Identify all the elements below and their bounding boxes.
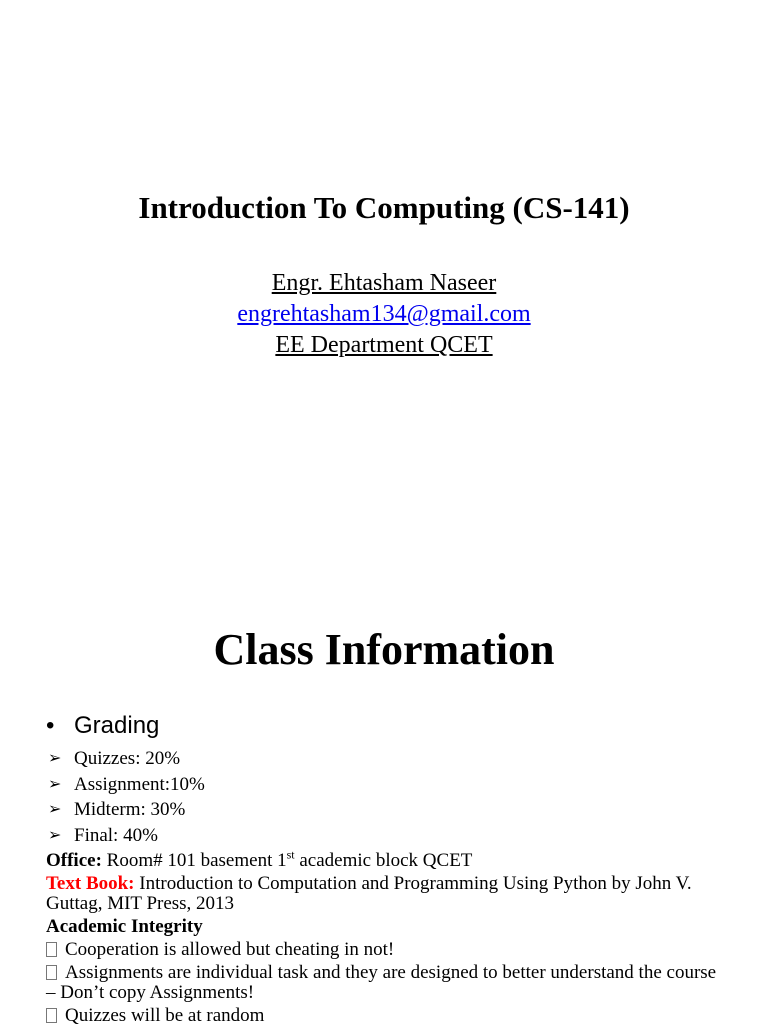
checkbox-glyph-icon bbox=[46, 942, 57, 957]
office-line bbox=[46, 847, 726, 871]
author-name: Engr. Ehtasham Naseer bbox=[271, 270, 497, 296]
arrow-bullet-icon: ➢ bbox=[48, 750, 62, 767]
grading-bullet bbox=[46, 708, 726, 744]
grading-item-text: Assignment:10% bbox=[74, 773, 205, 795]
checkbox-glyph-icon bbox=[46, 1008, 57, 1023]
office-pre: Room# 101 basement 1 bbox=[101, 850, 287, 871]
integrity-item-text: Assignments are individual task and they are designed to better understand the course – Don’t copy Assignments! bbox=[46, 962, 717, 1003]
bullet-dot-icon: • bbox=[46, 712, 55, 739]
arrow-bullet-icon: ➢ bbox=[48, 826, 62, 844]
author-block bbox=[0, 268, 768, 361]
arrow-bullet-icon: ➢ bbox=[48, 775, 62, 793]
grading-item-text: Final: 40% bbox=[74, 824, 158, 846]
integrity-item-text: Quizzes will be at random bbox=[65, 1005, 265, 1024]
textbook-label: Text Book: bbox=[46, 873, 135, 894]
class-info-content bbox=[46, 708, 726, 1024]
grading-item bbox=[46, 746, 726, 772]
department-name: EE Department QCET bbox=[275, 332, 493, 358]
integrity-heading: Academic Integrity bbox=[46, 916, 203, 937]
textbook-text: Introduction to Computation and Programming Using Python by John V. Guttag, MIT Press, 2013 bbox=[46, 873, 692, 914]
office-post: academic block QCET bbox=[294, 850, 473, 871]
grading-item bbox=[46, 823, 726, 849]
textbook-line bbox=[46, 874, 726, 914]
arrow-bullet-icon: ➢ bbox=[48, 801, 62, 818]
integrity-item-text: Cooperation is allowed but cheating in not! bbox=[65, 939, 395, 960]
class-info-title: Class Information bbox=[213, 625, 555, 674]
grading-item-text: Quizzes: 20% bbox=[74, 748, 181, 769]
checkbox-glyph-icon bbox=[46, 965, 57, 980]
integrity-item bbox=[46, 963, 726, 1003]
author-email-link[interactable]: engrehtasham134@gmail.com bbox=[237, 301, 531, 327]
office-label: Office: bbox=[46, 850, 102, 871]
grading-item bbox=[46, 797, 726, 823]
office-sup: st bbox=[286, 847, 295, 862]
class-info-slide bbox=[0, 576, 768, 1024]
grading-item bbox=[46, 772, 726, 798]
grading-label: Grading bbox=[74, 712, 160, 739]
integrity-item bbox=[46, 1006, 726, 1024]
integrity-item bbox=[46, 940, 726, 960]
grading-item-text: Midterm: 30% bbox=[74, 799, 186, 820]
course-title: Introduction To Computing (CS-141) bbox=[138, 190, 630, 225]
